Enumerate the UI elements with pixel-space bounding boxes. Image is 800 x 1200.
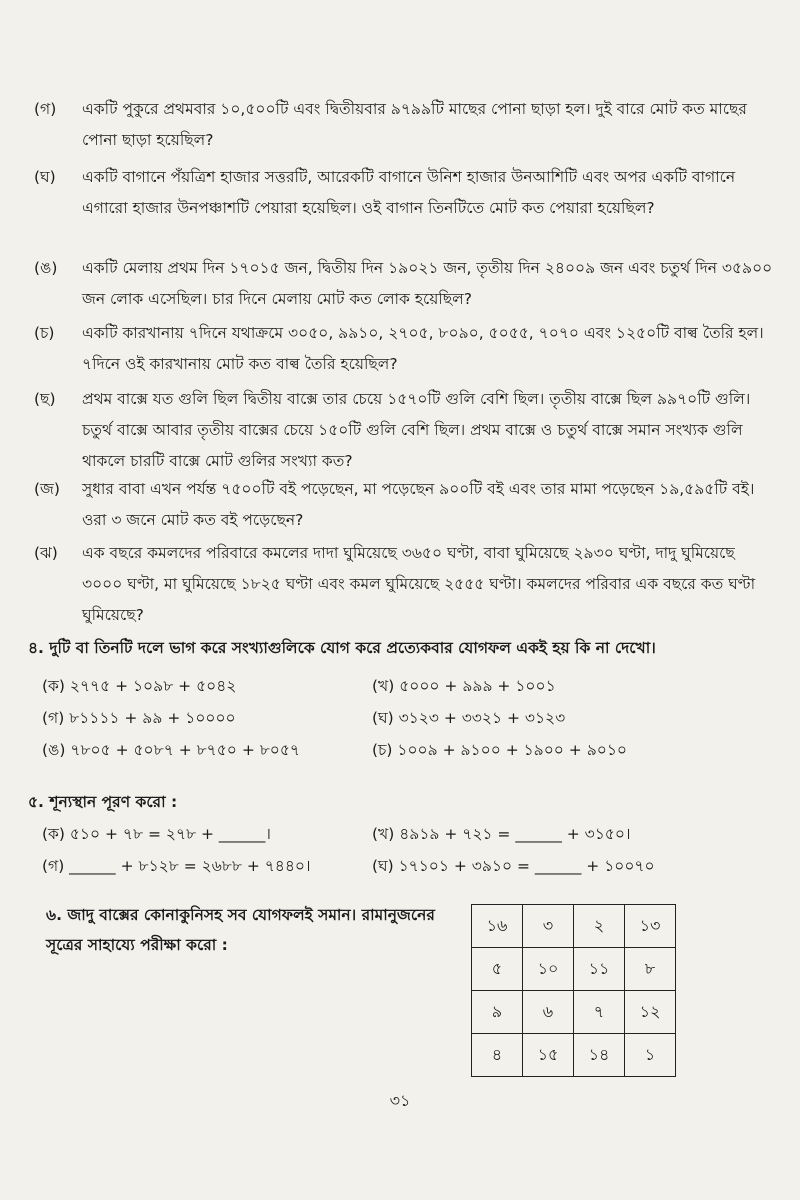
magic-square-cell: ৬ (523, 991, 574, 1034)
q4-item: (চ) ১০০৯ + ৯১০০ + ১৯০০ + ৯০১০ (372, 741, 627, 759)
problem-nga (34, 253, 774, 315)
magic-square-row (472, 991, 676, 1034)
magic-square-cell: ৪ (472, 1034, 523, 1077)
problem-jha (34, 538, 774, 631)
q4-item: (ঙ) ৭৮০৫ + ৫০৮৭ + ৮৭৫০ + ৮০৫৭ (42, 741, 301, 759)
q5-item: (খ) ৪৯১৯ + ৭২১ = ______ + ৩১৫০। (372, 825, 631, 843)
problem-text: প্রথম বাক্সে যত গুলি ছিল দ্বিতীয় বাক্সে তার চেয়ে ১৫৭০টি গুলি বেশি ছিল। তৃতীয় বাক্সে ছিল ৯৯৭০টি গুলি। চতুর্থ বাক্সে আবার তৃতীয় বাক্সের চেয়ে ১৫০টি গুলি বেশি ছিল। প্রথম বাক্সে ও চতুর্থ বাক্সে সমান সংখ্যক গুলি থাকলে চারটি বাক্সে মোট গুলির সংখ্যা কত? (82, 390, 751, 470)
magic-square-cell: ৩ (523, 905, 574, 948)
magic-square-cell: ১৬ (472, 905, 523, 948)
problem-text: একটি মেলায় প্রথম দিন ১৭০১৫ জন, দ্বিতীয় দিন ১৯০২১ জন, তৃতীয় দিন ২৪০০৯ জন এবং চতুর্থ দিন ৩৫৯০০ জন লোক এসেছিল। চার দিনে মেলায় মোট কত লোক হয়েছিল? (82, 259, 773, 308)
magic-square (471, 904, 676, 1077)
magic-square-cell: ১৩ (625, 905, 676, 948)
problem-text: সুধার বাবা এখন পর্যন্ত ৭৫০০টি বই পড়েছেন, মা পড়েছেন ৯০০টি বই এবং তার মামা পড়েছেন ১৯,৫৯৫টি বই। ওরা ৩ জনে মোট কত বই পড়েছেন? (82, 480, 755, 529)
magic-square-cell: ১৪ (574, 1034, 625, 1077)
q5-item: (ঘ) ১৭১০১ + ৩৯১০ = ______ + ১০০৭০ (372, 857, 655, 875)
magic-square-row (472, 905, 676, 948)
magic-square-row (472, 1034, 676, 1077)
problem-chha (34, 384, 774, 477)
magic-square-cell: ১ (625, 1034, 676, 1077)
problem-cha (34, 318, 774, 380)
magic-square-cell: ১০ (523, 948, 574, 991)
question-6 (28, 900, 448, 960)
problem-text: একটি কারখানায় ৭দিনে যথাক্রমে ৩০৫০, ৯৯১০, ২৭০৫, ৮০৯০, ৫০৫৫, ৭০৭০ এবং ১২৫০টি বাল্ব তৈরি হল। ৭দিনে ওই কারখানায় মোট কত বাল্ব তৈরি হয়েছিল? (82, 324, 764, 373)
magic-square-cell: ৮ (625, 948, 676, 991)
question-4-heading: ৪. দুটি বা তিনটি দলে ভাগ করে সংখ্যাগুলিকে যোগ করে প্রত্যেকবার যোগফল একই হয় কি না দেখো। (28, 639, 656, 657)
q4-item: (গ) ৮১১১১ + ৯৯ + ১০০০০ (42, 709, 236, 727)
problem-label: (ছ) (34, 390, 56, 408)
problem-gha (34, 162, 774, 224)
magic-square-cell: ১৫ (523, 1034, 574, 1077)
question-6-text: ৬. জাদু বাক্সের কোনাকুনিসহ সব যোগফলই সমান। রামানুজনের সূত্রের সাহায্যে পরীক্ষা করো : (46, 906, 435, 954)
q4-item: (খ) ৫০০০ + ৯৯৯ + ১০০১ (372, 677, 556, 695)
q4-item: (ঘ) ৩১২৩ + ৩৩২১ + ৩১২৩ (372, 709, 566, 727)
problem-ja (34, 474, 774, 536)
problem-label: (জ) (34, 480, 60, 498)
problem-label: (গ) (34, 100, 57, 118)
q5-item: (ক) ৫১০ + ৭৮ = ২৭৮ + ______। (42, 825, 271, 843)
magic-square-cell: ১২ (625, 991, 676, 1034)
problem-label: (চ) (34, 324, 55, 342)
problem-label: (ঙ) (34, 259, 58, 277)
problem-text: একটি বাগানে পঁয়ত্রিশ হাজার সত্তরটি, আরেকটি বাগানে উনিশ হাজার উনআশিটি এবং অপর একটি বাগানে এগারো হাজার উনপঞ্চাশটি পেয়ারা হয়েছিল। ওই বাগান তিনটিতে মোট কত পেয়ারা হয়েছিল? (82, 168, 736, 217)
problem-label: (ঝ) (34, 544, 58, 562)
magic-square-cell: ২ (574, 905, 625, 948)
page-number: ৩১ (389, 1091, 411, 1110)
magic-square-cell: ৫ (472, 948, 523, 991)
magic-square-cell: ৯ (472, 991, 523, 1034)
magic-square-cell: ৭ (574, 991, 625, 1034)
question-5-heading: ৫. শূন্যস্থান পূরণ করো : (28, 793, 178, 811)
problem-text: এক বছরে কমলদের পরিবারে কমলের দাদা ঘুমিয়েছে ৩৬৫০ ঘণ্টা, বাবা ঘুমিয়েছে ২৯৩০ ঘণ্টা, দাদু ঘুমিয়েছে ৩০০০ ঘণ্টা, মা ঘুমিয়েছে ১৮২৫ ঘণ্টা এবং কমল ঘুমিয়েছে ২৫৫৫ ঘণ্টা। কমলদের পরিবার এক বছরে কত ঘণ্টা ঘুমিয়েছে? (82, 544, 756, 624)
problem-label: (ঘ) (34, 168, 56, 186)
problem-ga (34, 94, 774, 156)
q4-item: (ক) ২৭৭৫ + ১০৯৮ + ৫০৪২ (42, 677, 237, 695)
magic-square-row (472, 948, 676, 991)
q5-item: (গ) ______ + ৮১২৮ = ২৬৮৮ + ৭৪৪০। (42, 857, 311, 875)
magic-square-cell: ১১ (574, 948, 625, 991)
problem-text: একটি পুকুরে প্রথমবার ১০,৫০০টি এবং দ্বিতীয়বার ৯৭৯৯টি মাছের পোনা ছাড়া হল। দুই বারে মোট কত মাছের পোনা ছাড়া হয়েছিল? (82, 100, 747, 149)
